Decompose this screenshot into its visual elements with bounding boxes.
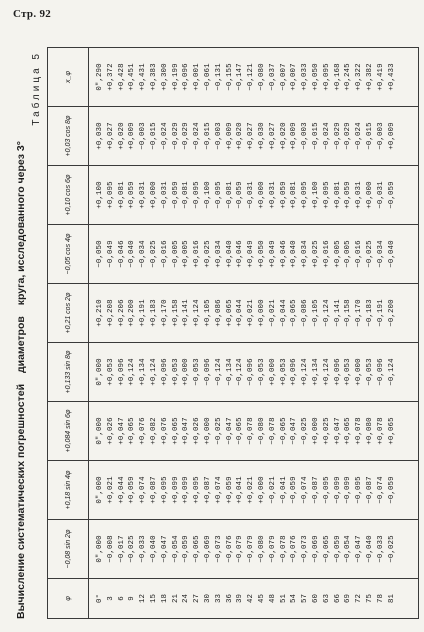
column-sin2-values: 0″,000 −0,008 −0,017 −0,025 −0,033 −0,040 −0,047 −0,054 −0,059 −0,065 −0,069 −0,073 −0,076 −0,079 −0,079 −0,080 −0,079 −0,078 −0,076 −0,073 −0,069 −0,065 −0,059 −0,054 −0,047 −0,040 −0,033 −0,025 bbox=[96, 535, 396, 563]
table-header-row bbox=[48, 48, 89, 619]
cell-sin2 bbox=[89, 520, 419, 579]
header-cos2: +0,21 cos 2φ bbox=[48, 284, 89, 343]
header-x-phi: x_φ bbox=[48, 48, 89, 107]
column-cos2-values: +0,210 +0,208 +0,206 +0,200 +0,191 +0,183 +0,170 +0,158 +0,141 +0,124 +0,105 +0,086 +0,065 +0,044 +0,021 +0,000 −0,021 −0,044 −0,065 −0,086 −0,105 −0,124 −0,141 −0,158 −0,170 −0,183 −0,191 −0,200 bbox=[96, 299, 396, 327]
cell-cos6 bbox=[89, 166, 419, 225]
header-cos6: +0,10 cos 6φ bbox=[48, 166, 89, 225]
header-sin4: +0,18 sin 4φ bbox=[48, 461, 89, 520]
column-phi-values: 0° 3 6 9 12 15 18 21 24 27 30 33 36 39 42 45 48 51 54 57 60 63 66 69 72 75 78 81 bbox=[96, 593, 396, 604]
cell-cos4 bbox=[89, 225, 419, 284]
cell-phi bbox=[89, 579, 419, 619]
rotated-table-block bbox=[13, 47, 419, 619]
caption-part-3: круга, исследованного через 3° bbox=[15, 141, 27, 306]
column-cos6-values: +0,100 +0,095 +0,081 +0,059 +0,031 +0,000 −0,031 −0,059 −0,081 −0,095 −0,100 −0,095 −0,081 −0,059 −0,031 +0,000 +0,031 +0,059 +0,081 +0,095 +0,100 +0,095 +0,081 +0,059 +0,031 +0,000 −0,031 −0,059 bbox=[96, 181, 396, 209]
page-header: Стр. 92 bbox=[13, 8, 52, 20]
header-phi: φ bbox=[48, 579, 89, 619]
header-sin6: +0,084 sin 6φ bbox=[48, 402, 89, 461]
header-cos4: −0,05 cos 4φ bbox=[48, 225, 89, 284]
errors-table bbox=[47, 47, 419, 619]
column-sin8-values: 0″,000 +0,053 +0,096 +0,124 +0,134 +0,124 +0,096 +0,053 +0,000 −0,053 −0,096 −0,124 −0,134 −0,124 −0,096 −0,053 +0,000 +0,053 +0,096 +0,124 +0,134 +0,124 +0,096 +0,053 +0,000 −0,053 −0,096 −0,124 bbox=[96, 358, 396, 386]
header-sin8: +0,133 sin 8φ bbox=[48, 343, 89, 402]
cell-sin4 bbox=[89, 461, 419, 520]
cell-cos8 bbox=[89, 107, 419, 166]
column-cos4-values: −0,050 −0,049 −0,046 −0,040 −0,034 −0,025 −0,016 −0,005 +0,005 +0,016 +0,025 +0,034 +0,040 +0,046 +0,049 +0,050 +0,049 +0,046 +0,040 +0,034 +0,025 +0,016 +0,005 −0,005 −0,016 −0,025 −0,034 −0,040 bbox=[96, 240, 396, 268]
caption-part-1: Вычисление систематических погрешностей bbox=[15, 383, 27, 619]
table-label: Таблица 5 bbox=[31, 51, 42, 126]
cell-sin6 bbox=[89, 402, 419, 461]
cell-cos2 bbox=[89, 284, 419, 343]
cell-x-phi bbox=[89, 48, 419, 107]
caption-part-2: диаметров bbox=[15, 316, 27, 374]
table-caption bbox=[15, 133, 27, 619]
cell-sin8 bbox=[89, 343, 419, 402]
header-cos8: +0,03 cos 8φ bbox=[48, 107, 89, 166]
column-sin4-values: 0″,000 +0,021 +0,044 +0,059 +0,074 +0,087 +0,095 +0,099 +0,099 +0,095 +0,087 +0,074 +0,059 +0,041 +0,021 +0,000 −0,021 −0,041 −0,059 −0,074 −0,087 −0,095 −0,099 −0,099 −0,095 −0,087 −0,074 −0,059 bbox=[96, 476, 396, 504]
column-x-phi-values: 0″,290 +0,372 +0,428 +0,451 +0,431 +0,383 +0,300 +0,199 +0,096 +0,001 −0,061 −0,131 −0,155 −0,147 −0,121 −0,080 −0,037 −0,007 +0,007 +0,033 +0,050 +0,095 +0,168 +0,245 +0,322 +0,382 +0,419 +0,433 bbox=[96, 63, 396, 91]
column-sin6-values: 0″,000 +0,026 +0,047 +0,065 +0,076 +0,082 +0,076 +0,065 +0,047 +0,026 +0,000 −0,025 −0,047 −0,065 −0,078 −0,080 −0,078 −0,065 −0,047 −0,025 +0,000 +0,025 +0,047 +0,065 +0,078 +0,080 +0,078 +0,065 bbox=[96, 417, 396, 445]
column-cos8-values: +0,030 +0,027 +0,020 +0,009 −0,003 −0,015 −0,024 −0,029 −0,029 −0,024 −0,015 −0,003 +0,009 +0,020 +0,027 +0,030 +0,027 +0,020 +0,009 −0,003 −0,015 −0,024 −0,029 −0,029 −0,024 −0,015 −0,003 +0,009 bbox=[96, 122, 396, 150]
table-body-row bbox=[89, 48, 419, 619]
header-sin2: −0,08 sin 2φ bbox=[48, 520, 89, 579]
